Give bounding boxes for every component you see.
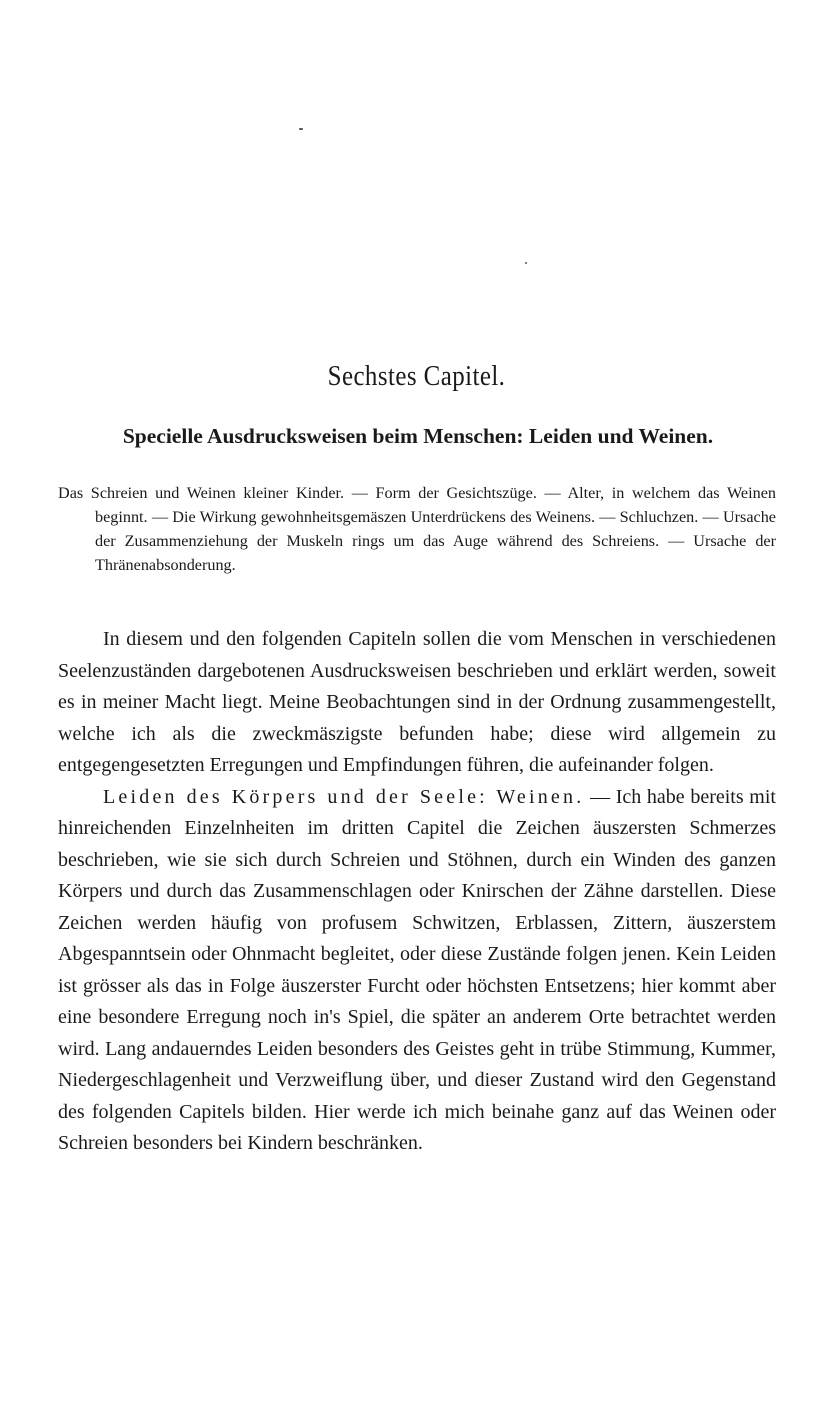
body-text bbox=[58, 624, 776, 1160]
paragraph bbox=[58, 782, 776, 1160]
chapter-title: Sechstes Capitel. bbox=[327, 360, 506, 392]
chapter-subtitle: Specielle Ausdrucksweisen beim Menschen: Leiden und Weinen. bbox=[122, 424, 714, 448]
print-speck bbox=[525, 262, 527, 264]
paragraph: In diesem und den folgenden Capiteln sollen die vom Menschen in verschiedenen Seelenzuständen dargebotenen Ausdrucksweisen beschrieben und erklärt werden, soweit es in meiner Macht liegt. Meine Beobachtungen sind in der Ordnung zusammengestellt, welche ich als die zweckmäszigste befunden habe; diese wird allgemein zu entgegengesetzten Erregungen und Empfindungen führen, die aufeinander folgen. bbox=[58, 628, 776, 776]
chapter-summary: Das Schreien und Weinen kleiner Kinder. — Form der Gesichtszüge. — Alter, in welchem das Weinen beginnt. — Die Wirkung gewohnheitsgemäszen Unterdrückens des Weinens. — Schluchzen. — Ursache der Zusammenziehung der Muskeln rings um das Auge während des Schreiens. — Ursache der Thränenabsonderung. bbox=[58, 484, 776, 574]
print-speck bbox=[299, 128, 303, 130]
section-heading: Leiden des Körpers und der Seele: Weinen. bbox=[103, 785, 585, 808]
paragraph-text: — Ich habe bereits mit hinreichenden Einzelnheiten im dritten Capitel die Zeichen äuszersten Schmerzes beschrieben, wie sie sich durch Schreien und Stöhnen, durch ein Winden des ganzen Körpers und durch das Zusammenschlagen oder Knirschen der Zähne darstellen. Diese Zeichen werden häufig von profusem Schwitzen, Erblassen, Zittern, äuszerstem Abgespanntsein oder Ohnmacht begleitet, oder diese Zustände folgen jenen. Kein Leiden ist grösser als das in Folge äuszerster Furcht oder höchsten Entsetzens; hier kommt aber eine besondere Erregung noch in's Spiel, die später an anderem Orte betrachtet werden wird. Lang andauerndes Leiden besonders des Geistes geht in trübe Stimmung, Kummer, Niedergeschlagenheit und Verzweiflung über, und dieser Zustand wird den Gegenstand des folgenden Capitels bilden. Hier werde ich mich beinahe ganz auf das Weinen oder Schreien besonders bei Kindern beschränken. bbox=[58, 785, 776, 1154]
